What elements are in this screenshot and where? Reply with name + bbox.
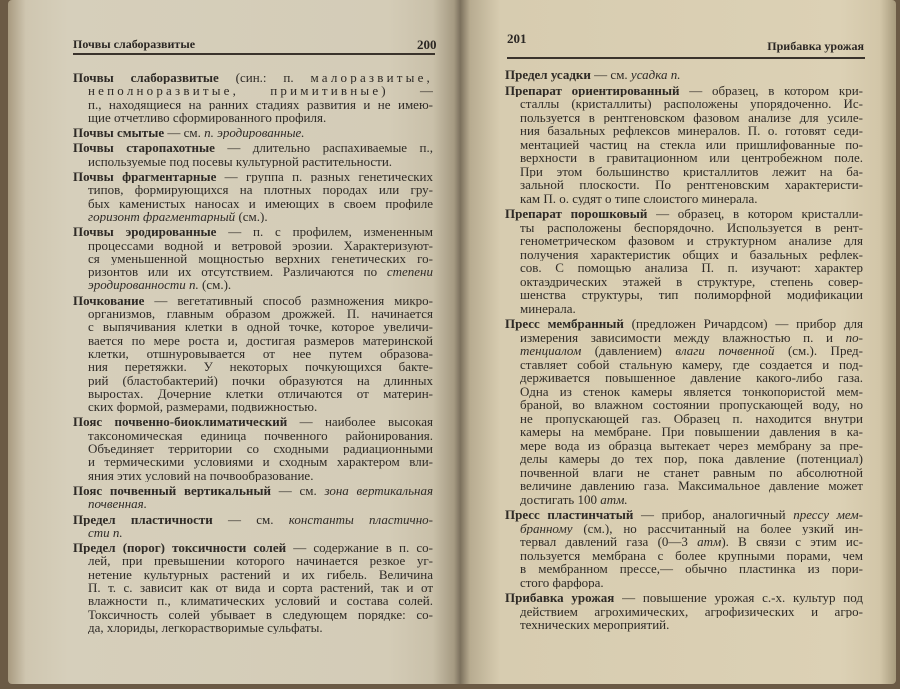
entry-term: Предел (порог) токсичности солей (73, 541, 287, 555)
entry-term: Прибавка урожая (505, 591, 615, 605)
cross-reference: атм (697, 535, 722, 549)
entry-line: организмов, главным образом дрожжей. П. начинается (88, 307, 433, 321)
entry-line: вается по мере роста и, достигая размеров материнской (88, 333, 433, 347)
entry-text: — наиболее высокая (287, 415, 433, 429)
entry-line: влажности п., климатических условий и состава солей. (88, 594, 433, 608)
entry-line: п., находящиеся на ранних стадиях развития и не имею- (88, 97, 433, 111)
entry-line: да, хлориды, легкорастворимые сульфаты. (88, 620, 323, 635)
cross-reference: константы пластично- (288, 512, 433, 526)
dictionary-entry (73, 170, 433, 223)
entry-line (73, 265, 433, 278)
entry-line: При этом большинство кристаллитов лежит на ба- (520, 164, 863, 178)
entry-text: — образец, в котором кри- (679, 83, 863, 97)
entry-line (505, 493, 863, 507)
entry-line: ния базальных рефлексов минералов. П. о. готовят седи- (520, 124, 863, 138)
entry-line: таксономическая единица почвенного районирования. (88, 428, 433, 443)
entry-line: технических мероприятий. (520, 618, 670, 632)
entry-term: Почвы слаборазвитые (73, 71, 219, 85)
entry-line: делы камеры до тех пор, пока давление (потенциал) (520, 452, 863, 466)
entry-term: Пресс пластинчатый (505, 508, 634, 522)
entry-line: Одна из стенок камеры является тонкопористой мем- (520, 384, 863, 398)
entry-line: ских формой, размерами, подвижностью. (88, 400, 318, 414)
dictionary-entry (73, 141, 433, 168)
entry-line: Объединяет территории со сходными радиационными (88, 442, 433, 456)
entry-term: Пресс мембранный (505, 317, 624, 331)
entry-line: почвенной влаги не станет равным по абсолютной (520, 465, 863, 479)
dictionary-entry (73, 126, 433, 139)
entry-text: неполноразвитые, (88, 84, 240, 98)
dictionary-entry (505, 317, 863, 506)
entry-term: Пояс почвенный вертикальный (73, 483, 271, 498)
cross-reference: по- (845, 330, 863, 344)
entry-line: пользуется мембрана с более крупными порами, чем (520, 548, 863, 562)
entry-line: ментацией частиц на стекла или пришлифованные по- (520, 137, 863, 151)
dictionary-entry (73, 225, 433, 291)
entry-term: Почвы старопахотные (73, 141, 215, 155)
cross-reference: почвенная. (88, 497, 147, 511)
entry-line: пользуется в рентгеновском фазовом анализе для усиле- (520, 110, 863, 124)
running-head-right: Прибавка урожая (767, 39, 864, 53)
cross-reference: степени (386, 265, 433, 279)
entry-text: — группа п. разных генетических (216, 170, 433, 184)
dictionary-entry (505, 591, 863, 632)
entry-line (73, 278, 433, 291)
entry-line: стого фарфора. (520, 575, 604, 589)
entry-line: П. т. с. зависит как от вида и сорта растений, так и от (88, 580, 433, 595)
cross-reference: влаги почвенной (675, 344, 775, 358)
entry-line: генометрическом фазовом и структурном анализе для (520, 234, 863, 248)
entry-text: (давлением) (581, 344, 676, 358)
entry-text: (син.: п. (218, 71, 311, 85)
entry-text: — см. (164, 126, 205, 140)
entry-line: яния этих условий на почвообразование. (88, 468, 314, 482)
entry-line (505, 535, 863, 549)
running-head-left: Почвы слаборазвитые (73, 37, 196, 51)
entry-term: Почвы фрагментарные (73, 170, 217, 184)
entry-line (505, 317, 863, 331)
entry-line (73, 84, 433, 97)
entry-line: получения характеристик общих и базальных рефлек- (520, 247, 863, 261)
cross-reference: сти п. (88, 525, 123, 540)
entry-line (505, 68, 863, 82)
dictionary-entry (73, 71, 433, 124)
entry-text: — длительно распахиваемые п., (214, 141, 433, 155)
entry-text: ). В связи с этим ис- (721, 535, 863, 549)
dictionary-entry (73, 541, 433, 634)
cross-reference: прессу мем- (793, 508, 863, 522)
dictionary-entry (505, 508, 863, 589)
entry-line: ставляет собой стальную камеру, где создается и под- (520, 357, 863, 371)
entry-line: и термическими условиями и сходным характером вли- (88, 455, 433, 469)
entry-term: Предел усадки (505, 68, 591, 82)
entry-text (239, 84, 270, 97)
entry-line: выростах. Дочерние клетки отличаются от материн- (88, 386, 433, 401)
page-number-right: 201 (507, 31, 527, 46)
entry-line (73, 170, 433, 183)
entry-line: камеры на мембране. При повышении давления в ка- (520, 425, 863, 439)
entry-line (73, 210, 433, 223)
cross-reference: атм. (600, 492, 628, 506)
entry-line: Токсичность солей убывает в следующем порядке: со- (88, 607, 433, 621)
entry-line: держивается повышенное давление какого-либо газа. (520, 371, 863, 385)
entry-line (73, 484, 433, 497)
entry-text: — вегетативный способ размножения микро- (144, 293, 433, 308)
entry-text: — прибор, аналогичный (633, 508, 794, 522)
left-column (73, 69, 433, 634)
entry-line: клетки, отшнуровывается от нее путем образова- (88, 346, 433, 361)
dictionary-entry (505, 207, 863, 315)
dictionary-entry (73, 513, 433, 540)
entry-text: (см.). (235, 209, 268, 224)
entry-text: ризонтов или их отсутствием. Различаются по (88, 265, 387, 279)
entry-text: — п. с профилем, измененным (216, 225, 433, 239)
cross-reference: зона вертикальная (324, 483, 433, 498)
dictionary-entry (505, 84, 863, 206)
entry-line: браной, во влажном состоянии пропускающей воду, но (520, 398, 863, 412)
entry-text: измерения зависимости между влажностью п. и (520, 330, 846, 344)
entry-line (73, 513, 433, 526)
entry-line (73, 225, 433, 238)
entry-line: октаэдрических этажей в структуре, степень совер- (520, 274, 863, 288)
entry-text: — см. (270, 483, 325, 498)
entry-text: — содержание в п. со- (286, 541, 433, 555)
entry-line (73, 71, 433, 84)
entry-line (73, 541, 433, 554)
entry-line: лей, при превышении которого начинается резкое уг- (88, 554, 433, 568)
entry-line: рий (бластобактерий) почки образуются на длинных (88, 373, 433, 387)
entry-term: Пояс почвенно-биоклиматический (73, 415, 288, 429)
entry-line: используемые под посевы культурной растительности. (88, 154, 393, 169)
entry-term: Почвы смытые (73, 126, 165, 140)
entry-text: малоразвитые, (310, 71, 433, 85)
entry-line: ся уменьшенной мощностью верхних генетических го- (88, 251, 433, 266)
right-column (505, 66, 863, 632)
entry-line: не пропускающей газ. Образец п. находится внутри (520, 411, 863, 425)
entry-line (505, 591, 863, 605)
entry-text: примитивные) (270, 84, 389, 98)
entry-term: Предел пластичности (73, 512, 213, 526)
entry-line (505, 207, 863, 221)
entry-text: — повышение урожая с.-х. культур под (614, 591, 863, 605)
entry-text: — см. (590, 68, 631, 82)
entry-line (505, 84, 863, 98)
cross-reference: бранному (520, 521, 573, 535)
entry-line: кам П. о. судят о типе слоистого минерала. (520, 191, 758, 205)
entry-line (73, 126, 433, 139)
entry-text: (см.), но рассчитанный на более узкий ин- (572, 521, 863, 535)
entry-line: ты расположены беспорядочно. Используется в рент- (520, 220, 863, 234)
entry-line: действием агрохимических, агрофизических и агро- (520, 604, 863, 618)
entry-term: Почвы эродированные (73, 225, 217, 239)
entry-term: Почкование (73, 293, 145, 308)
entry-line: щие отчетливо сформированного профиля. (88, 110, 327, 125)
entry-line: нетение культурных растений и их гибель. Величина (88, 567, 433, 581)
entry-line (73, 526, 433, 539)
header-rule-left (73, 53, 435, 55)
dictionary-entry (73, 484, 433, 511)
header-rule-right (507, 57, 865, 59)
cross-reference: эродированности п. (88, 278, 199, 292)
entry-text: — образец, в котором кристалли- (647, 207, 863, 221)
dictionary-entry (73, 294, 433, 414)
entry-line: сталлы (кристаллиты) расположены упорядоченно. Ис- (520, 97, 863, 111)
cross-reference: усадка п. (630, 68, 681, 82)
entry-text: (см.). Пред- (774, 344, 863, 358)
dictionary-entry (505, 68, 863, 82)
entry-text: (предложен Ричардсом) — прибор для (623, 317, 863, 331)
cross-reference: тенциалом (520, 344, 582, 358)
entry-line (505, 344, 863, 358)
entry-line: в мембранном прессе,— обычно пластинка из пори- (520, 562, 863, 576)
entry-text: — (388, 84, 433, 98)
entry-line: мере вода из образца вытекает через мембрану за пре- (520, 438, 863, 452)
entry-line: процессами водной и ветровой эрозии. Характеризуют- (88, 238, 433, 252)
entry-line: величине давлению газа. Максимальное давление может (520, 479, 863, 493)
dictionary-entry (73, 415, 433, 481)
entry-line (505, 522, 863, 536)
entry-text: — см. (212, 512, 289, 526)
entry-term: Препарат порошковый (505, 207, 648, 221)
entry-line: с выпячивания клетки в одной точке, которое увеличи- (88, 320, 433, 334)
entry-line: минерала. (520, 301, 576, 315)
entry-text: достигать 100 (520, 492, 601, 506)
entry-line: ния перетяжки. У некоторых почкующихся бакте- (88, 360, 433, 374)
entry-line (505, 508, 863, 522)
entry-line (73, 141, 433, 154)
entry-line (73, 415, 433, 428)
cross-reference: горизонт фрагментарный (88, 209, 236, 224)
entry-term: Препарат ориентированный (505, 83, 680, 97)
cross-reference: п. эродированные. (204, 126, 305, 140)
entry-line: сов. С помощью анализа П. п. изучают: характер (520, 261, 863, 275)
entry-text: (см.). (198, 278, 232, 292)
entry-line: шенства структуры, тип полиморфной модификации (520, 288, 863, 302)
entry-line (505, 331, 863, 345)
page-number-left: 200 (417, 37, 437, 52)
entry-text: тервал давлений газа (0—3 (520, 535, 698, 549)
entry-line (73, 497, 433, 510)
entry-line (73, 294, 433, 307)
entry-line: верхности в гравитационном или центробежном поле. (520, 151, 863, 165)
entry-line: зальной плоскости. По рентгеновским характеристи- (520, 178, 863, 192)
entry-line: бых каменистых наносах и имеющих в своем профиле (88, 196, 433, 210)
entry-line: типов, формирующихся на плотных породах или гру- (88, 183, 433, 197)
